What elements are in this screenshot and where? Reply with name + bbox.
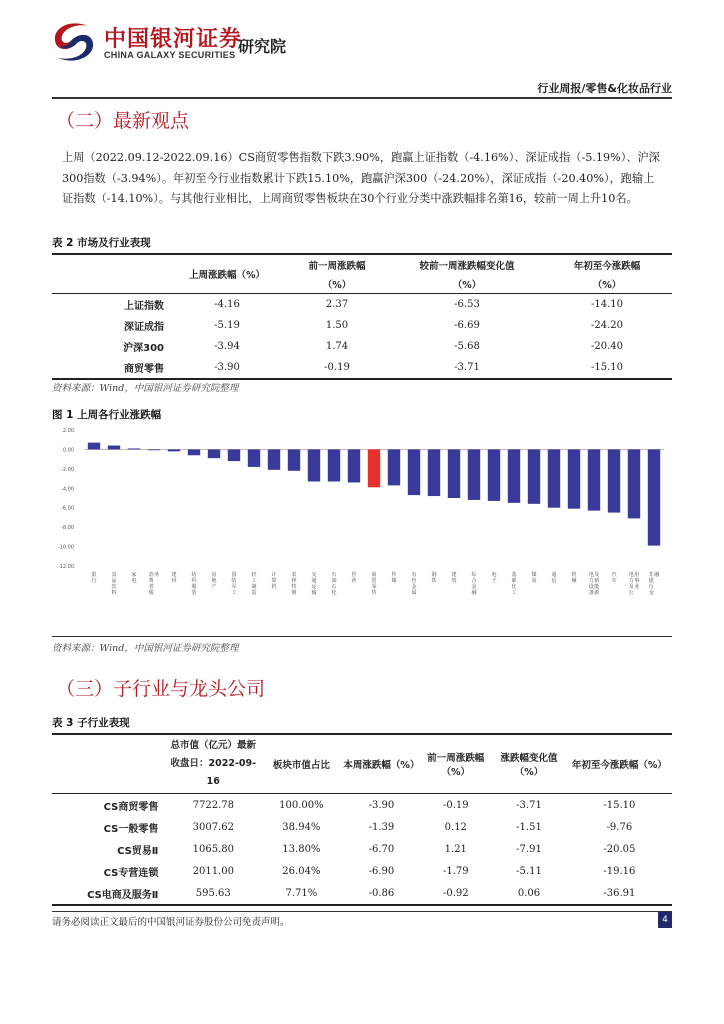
bar bbox=[368, 449, 380, 487]
x-category-label: 煤炭 bbox=[531, 572, 537, 584]
bar bbox=[428, 449, 440, 496]
x-category-label: 电力及公用事业 bbox=[628, 572, 640, 596]
section-title-sub-industries: （三）子行业与龙头公司 bbox=[56, 678, 266, 700]
bar bbox=[88, 443, 100, 450]
bar bbox=[528, 449, 540, 503]
table-row: 商贸零售 -3.90 -0.19 -3.71 -15.10 bbox=[52, 357, 672, 379]
y-tick-label: -4.00 bbox=[61, 486, 74, 493]
x-category-label: 家电 bbox=[131, 572, 137, 584]
x-category-label: 交通运输 bbox=[311, 572, 317, 596]
figure1-source: 资料来源：Wind，中国银河证券研究院整理 bbox=[52, 643, 239, 654]
table-row: 上证指数 -4.16 2.37 -6.53 -14.10 bbox=[124, 299, 623, 312]
table-row: 沪深300 -3.94 1.74 -5.68 -20.40 bbox=[123, 341, 623, 354]
x-category-label: 非银行金融 bbox=[648, 572, 660, 596]
disclaimer-text: 请务必阅读正文最后的中国银河证券股份公司免责声明。 bbox=[52, 917, 290, 928]
x-category-label: 石油石化 bbox=[331, 572, 337, 596]
x-category-label: 通信 bbox=[551, 572, 557, 584]
x-category-label: 电子 bbox=[491, 572, 497, 584]
table-row: CS专营连锁 2011.00 26.04% -6.90 -1.79 -5.11 -19.16 bbox=[103, 865, 636, 879]
x-category-label: 消费者服务 bbox=[148, 572, 160, 596]
sub-industry-table bbox=[52, 733, 672, 906]
col-header: 板块市值占比 bbox=[272, 760, 330, 771]
col-header: 上周涨跌幅（%） bbox=[188, 270, 266, 281]
col-header: 前一周涨跌幅（%） bbox=[427, 753, 485, 778]
galaxy-logo-icon bbox=[48, 20, 100, 64]
bar bbox=[288, 449, 300, 470]
page-number: 4 bbox=[658, 912, 672, 928]
summary-paragraph: 上周（2022.09.12-2022.09.16）CS商贸零售指数下跌3.90%，跑赢上证指数（-4.16%）、深证成指（-5.19%）、沪深300指数（-3.94%）。年初至今行业指数累计下跌15.10%，跑赢沪深300（-24.20%），深证成指（-20.40%），跑输上证指数（-14.10%）。与其他行业相比，上周商贸零售板块在30个行业分类中涨跌幅排名第16，较前一周上升10名。 bbox=[62, 151, 660, 205]
bar bbox=[188, 449, 200, 455]
y-tick-label: -12.00 bbox=[57, 564, 74, 570]
bar bbox=[248, 449, 260, 466]
bar bbox=[508, 449, 520, 502]
x-category-label: 汽车 bbox=[611, 572, 617, 584]
bar bbox=[468, 449, 480, 500]
y-tick-label: -2.00 bbox=[61, 466, 74, 473]
col-header: 年初至今涨跌幅 bbox=[573, 260, 641, 272]
x-category-label: 商贸零售 bbox=[371, 572, 377, 596]
x-category-label: 纺织服装 bbox=[191, 572, 197, 596]
x-category-label: 银行 bbox=[91, 572, 97, 584]
figure1-caption: 图 1 上周各行业涨跌幅 bbox=[52, 409, 162, 421]
industry-change-bar-chart bbox=[52, 424, 672, 634]
col-unit: （%） bbox=[592, 279, 622, 291]
x-category-label: 轻工制造 bbox=[251, 572, 257, 596]
bar bbox=[388, 449, 400, 485]
bar bbox=[108, 446, 120, 450]
bar bbox=[548, 449, 560, 507]
x-category-label: 国防军工 bbox=[231, 572, 237, 596]
table2-caption: 表 2 市场及行业表现 bbox=[52, 237, 151, 249]
y-tick-label: -6.00 bbox=[61, 505, 74, 512]
x-category-label: 基础化工 bbox=[511, 572, 517, 596]
table3-caption: 表 3 子行业表现 bbox=[52, 717, 130, 729]
y-tick-label: -8.00 bbox=[61, 525, 74, 532]
col-header: 较前一周涨跌幅变化值 bbox=[419, 260, 515, 272]
bar bbox=[348, 449, 360, 482]
section-title-latest-views: （二）最新观点 bbox=[56, 110, 190, 132]
col-header: 年初至今涨跌幅（%） bbox=[571, 760, 667, 771]
table-row: CS一般零售 3007.62 38.94% -1.39 0.12 -1.51 -9.76 bbox=[103, 821, 633, 835]
figure-divider bbox=[52, 636, 672, 637]
col-unit: （%） bbox=[452, 279, 482, 291]
bar bbox=[228, 449, 240, 461]
bar bbox=[408, 449, 420, 495]
table2-source: 资料来源：Wind，中国银河证券研究院整理 bbox=[52, 383, 239, 394]
y-tick-label: 0.00 bbox=[62, 447, 74, 454]
bar bbox=[568, 449, 580, 508]
x-category-label: 传媒 bbox=[391, 572, 397, 584]
x-category-label: 电力设备及新能源 bbox=[588, 572, 600, 596]
x-category-label: 医药 bbox=[351, 572, 357, 584]
bar bbox=[168, 449, 180, 451]
institute-label: 研究院 bbox=[238, 37, 287, 56]
x-category-label: 有色金属 bbox=[411, 572, 417, 596]
bar bbox=[268, 449, 280, 469]
bar bbox=[328, 449, 340, 481]
bar bbox=[488, 449, 500, 500]
col-unit: （%） bbox=[322, 279, 352, 291]
col-header: 涨跌幅变化值（%） bbox=[500, 753, 558, 778]
header-divider bbox=[52, 97, 672, 99]
x-category-label: 机械 bbox=[571, 572, 577, 584]
bar bbox=[128, 448, 140, 449]
bar bbox=[628, 449, 640, 518]
footer-divider bbox=[52, 911, 672, 912]
col-header: 前一周涨跌幅 bbox=[308, 260, 366, 272]
table-row: CS电商及服务Ⅱ 595.63 7.71% -0.86 -0.92 0.06 -36.91 bbox=[52, 882, 672, 905]
x-category-label: 建材 bbox=[171, 572, 177, 584]
bar bbox=[588, 449, 600, 510]
table-row: CS商贸零售 7722.78 100.00% -3.90 -0.19 -3.71 -15.10 bbox=[103, 799, 636, 813]
x-category-label: 农林牧渔 bbox=[291, 572, 297, 596]
x-category-label: 食品饮料 bbox=[111, 572, 117, 596]
market-performance-table bbox=[52, 253, 672, 380]
x-category-label: 建筑 bbox=[451, 572, 457, 584]
bar bbox=[448, 449, 460, 498]
bar bbox=[208, 449, 220, 458]
bar bbox=[148, 449, 160, 450]
col-header: 总市值（亿元）最新收盘日：2022-09-16 bbox=[170, 740, 257, 787]
x-category-label: 计算机 bbox=[271, 572, 277, 590]
logo-english-text: CHINA GALAXY SECURITIES bbox=[104, 50, 236, 60]
x-category-label: 房地产 bbox=[211, 572, 217, 590]
table-row: CS贸易Ⅱ 1065.80 13.80% -6.70 1.21 -7.91 -20.05 bbox=[117, 843, 636, 857]
bar bbox=[608, 449, 620, 512]
bar bbox=[308, 449, 320, 481]
x-category-label: 钢铁 bbox=[431, 572, 437, 584]
table-row: 深证成指 -5.19 1.50 -6.69 -24.20 bbox=[124, 320, 623, 333]
report-title: 行业周报/零售&化妆品行业 bbox=[537, 82, 672, 95]
col-header: 本周涨跌幅（%） bbox=[343, 760, 420, 771]
y-tick-label: 2.00 bbox=[62, 428, 74, 434]
logo-chinese-text: 中国银河证券 bbox=[104, 27, 243, 52]
bar bbox=[648, 449, 660, 545]
y-tick-label: -10.00 bbox=[57, 544, 74, 551]
x-category-label: 综合金融 bbox=[471, 572, 477, 596]
